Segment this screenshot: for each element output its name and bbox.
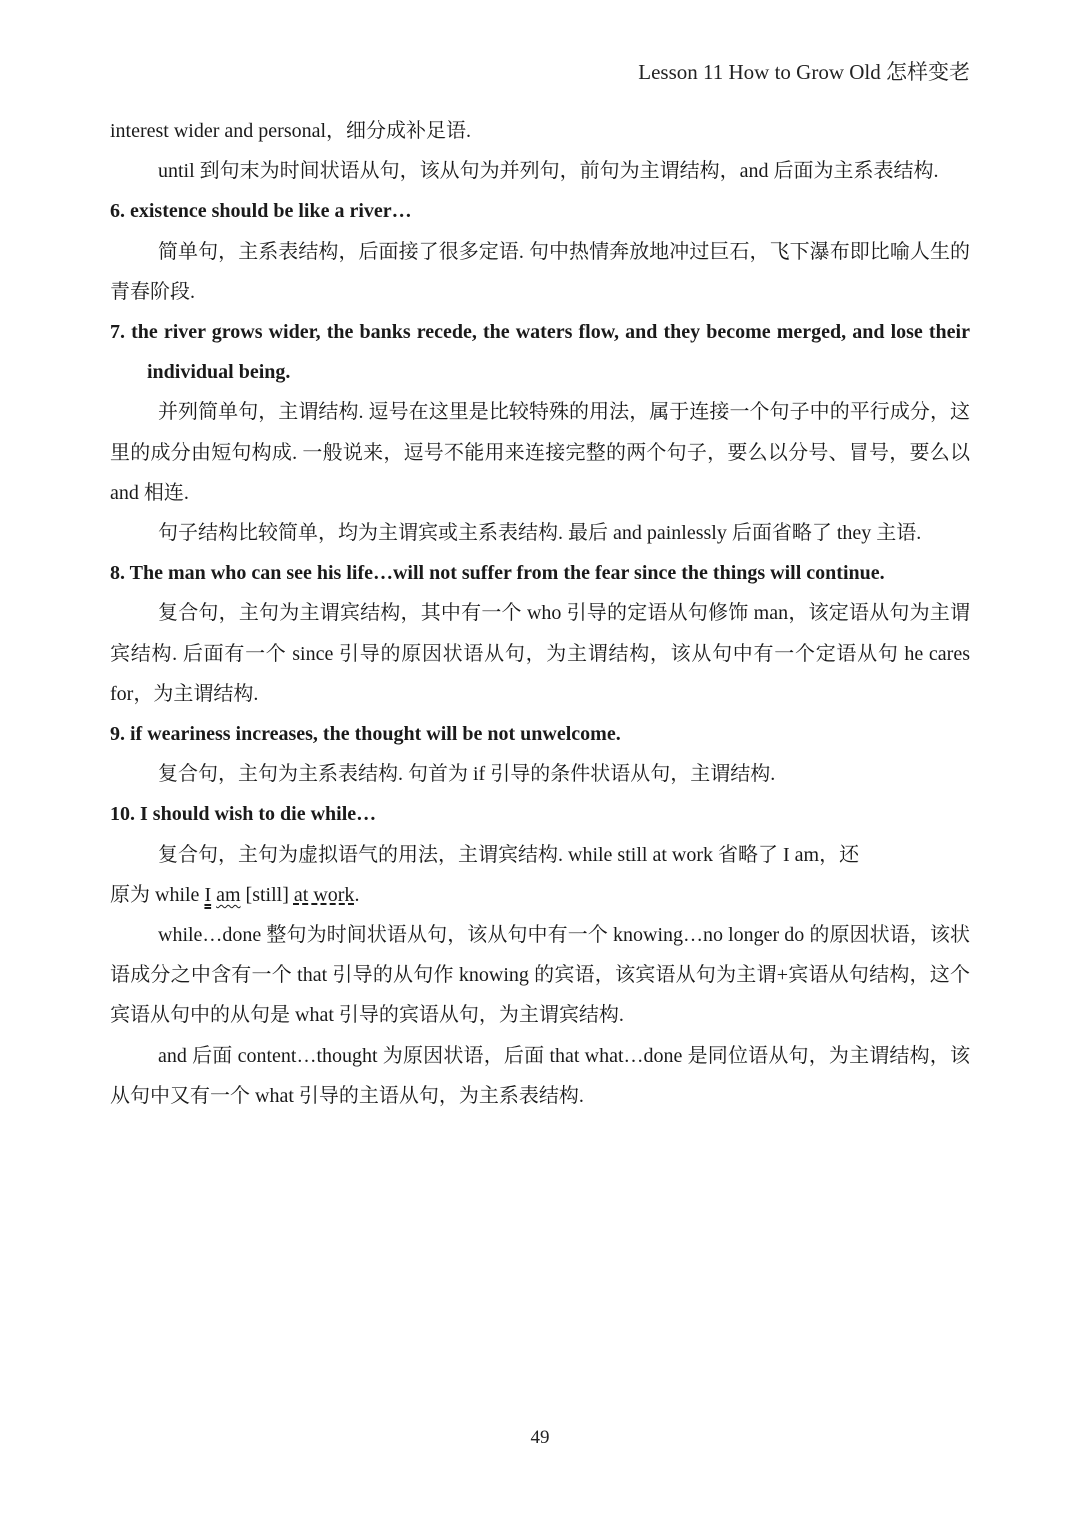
adverbial-underline: at work	[293, 883, 355, 906]
item-10-analysis-1-line1: 复合句，主句为虚拟语气的用法，主谓宾结构. while still at work 省略了 I am，还	[158, 843, 860, 866]
item-7-title: 7. the river grows wider, the banks recede, the waters flow, and they become merged, and lose their individual being.	[110, 321, 970, 384]
item-9-analysis: 复合句，主句为主系表结构. 句首为 if 引导的条件状语从句，主谓结构.	[158, 763, 776, 786]
item-6-title: 6. existence should be like a river…	[110, 200, 412, 223]
item-8-title: 8. The man who can see his life…will not suffer from the fear since the things will continue.	[110, 562, 885, 585]
item-7-analysis-2: 句子结构比较简单，均为主谓宾或主系表结构. 最后 and painlessly 后面省略了 they 主语.	[158, 522, 922, 545]
restored-prefix: 原为 while	[110, 883, 205, 906]
paragraph-continuation: interest wider and personal，细分成补足语.	[110, 120, 472, 142]
verb-underline: am	[216, 883, 241, 906]
item-10-analysis-3: and 后面 content…thought 为原因状语，后面 that what…done 是同位语从句，为主谓结构，该从句中又有一个 what 引导的主语从句，为主系表结构.	[110, 1044, 970, 1107]
item-9-title: 9. if weariness increases, the thought will be not unwelcome.	[110, 723, 621, 746]
page-body	[110, 111, 970, 1116]
item-10-restored-sentence	[110, 875, 359, 915]
item-8-analysis: 复合句，主句为主谓宾结构，其中有一个 who 引导的定语从句修饰 man，该定语从句为主谓宾结构. 后面有一个 since 引导的原因状语从句，为主谓结构，该从句中有一个定语从句 he cares for，为主谓结构.	[110, 602, 970, 705]
paragraph-until-clause: until 到句末为时间状语从句，该从句为并列句，前句为主谓结构，and 后面为主系表结构.	[158, 160, 939, 183]
item-10-title: 10. I should wish to die while…	[110, 803, 377, 826]
restored-suffix: .	[354, 883, 360, 906]
running-header: Lesson 11 How to Grow Old 怎样变老	[638, 60, 970, 84]
item-6-analysis: 简单句，主系表结构，后面接了很多定语. 句中热情奔放地冲过巨石，飞下瀑布即比喻人生的青春阶段.	[110, 240, 970, 303]
item-10-analysis-1	[110, 835, 970, 915]
subject-underline: I	[204, 883, 212, 906]
item-7-analysis-1: 并列简单句，主谓结构. 逗号在这里是比较特殊的用法，属于连接一个句子中的平行成分，这里的成分由短句构成. 一般说来，逗号不能用来连接完整的两个句子，要么以分号、冒号，要么以 and 相连.	[110, 401, 970, 504]
restored-middle: [still]	[240, 883, 294, 906]
page-number: 49	[530, 1427, 550, 1448]
item-10-analysis-2: while…done 整句为时间状语从句，该从句中有一个 knowing…no longer do 的原因状语，该状语成分之中含有一个 that 引导的从句作 knowing 的宾语，该宾语从句为主谓+宾语从句结构，这个宾语从句中的从句是 what 引导的宾语从句，为主谓宾结构.	[110, 924, 970, 1027]
